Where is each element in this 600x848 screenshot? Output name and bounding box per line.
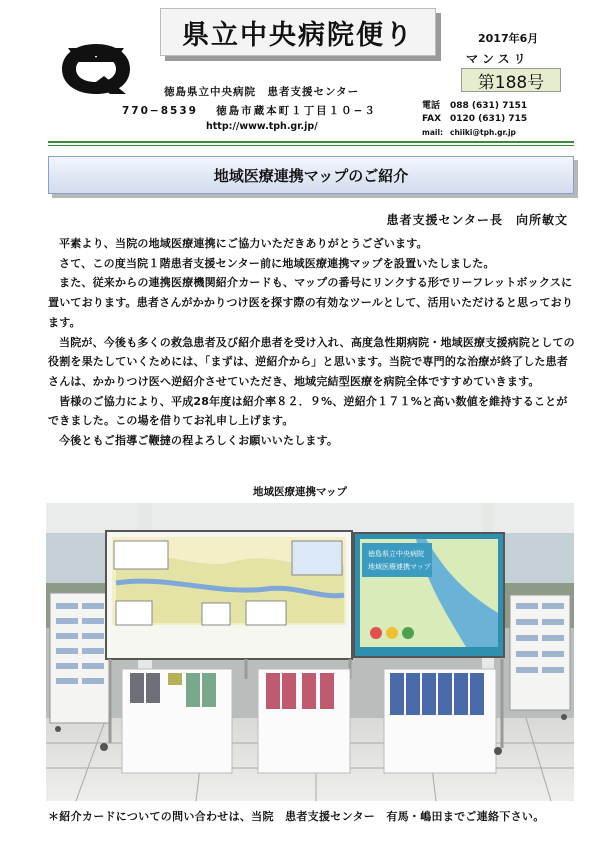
fax-label: FAX — [422, 114, 442, 124]
issue-number: 第188号 — [461, 68, 561, 92]
newsletter-title: 県立中央病院便り — [160, 8, 436, 56]
sign-line-1: 徳島県立中央病院 — [368, 550, 424, 558]
issue-date: 2017年6月 — [478, 32, 539, 45]
monthly-label: マンスリ — [466, 52, 530, 66]
paragraph: さて、この度当院１階患者支援センター前に地域医療連携マップを設置いたしました。 — [59, 256, 495, 270]
paragraph: 今後ともご指導ご鞭撻の程よろしくお願いいたします。 — [59, 434, 339, 448]
fax-number: 0120 (631) 715 — [450, 114, 528, 124]
paragraph: 皆様のご協力により、平成28年度は紹介率８２．９%、逆紹介１７１%と高い数値を維持することができました。この場を借りてお礼申し上げます。 — [48, 394, 568, 428]
article-body — [48, 234, 578, 451]
article-author: 患者支援センター長 向所敏文 — [386, 213, 568, 227]
mail-address[interactable]: chiiki@tph.gr.jp — [450, 128, 516, 137]
mail-line — [422, 126, 527, 139]
mail-label: mail: — [422, 128, 444, 137]
map-display-photo — [46, 503, 574, 801]
postal-address: 770−8539 徳島市蔵本町１丁目１０−３ — [122, 105, 377, 117]
paragraph: 平素より、当院の地域医療連携にご協力いただきありがとうございます。 — [59, 237, 428, 250]
header-divider-thin — [48, 145, 574, 146]
paragraph: 当院が、今後も多くの救急患者及び紹介患者を受け入れ、高度急性期病院・地域医療支援病院としての役割を果たしていくためには、「まずは、逆紹介から」と思います。当院で専門的な治療が終了した患者さんは、かかりつけ医へ逆紹介させていただき、地域完結型医療を病院全体ですすめていきます。 — [48, 335, 575, 388]
hospital-logo — [60, 42, 132, 96]
website-link[interactable]: http://www.tph.gr.jp/ — [206, 121, 318, 132]
phone-number: 088 (631) 7151 — [450, 101, 528, 111]
phone-line — [422, 100, 527, 113]
phone-label: 電話 — [422, 101, 441, 111]
paragraph: また、従来からの連携医療機関紹介カードも、マップの番号にリンクする形でリーフレットボックスに置いております。患者さんがかかりつけ医を探す際の有効なツールとして、活用いただけると思っております。 — [48, 276, 574, 329]
logo-icon — [60, 42, 132, 96]
organization-name: 徳島県立中央病院 患者支援センター — [164, 86, 360, 98]
sign-line-2: 地域医療連携マップ — [368, 563, 431, 571]
footer-note: ＊紹介カードについての問い合わせは、当院 患者支援センター 有馬・嶋田までご連絡下さい。 — [48, 810, 545, 823]
header-divider — [48, 141, 574, 143]
article-heading: 地域医療連携マップのご紹介 — [48, 156, 574, 194]
contact-block — [422, 100, 527, 139]
fax-line — [422, 113, 527, 126]
photo-illustration — [46, 503, 574, 801]
photo-caption: 地域医療連携マップ — [252, 486, 348, 498]
